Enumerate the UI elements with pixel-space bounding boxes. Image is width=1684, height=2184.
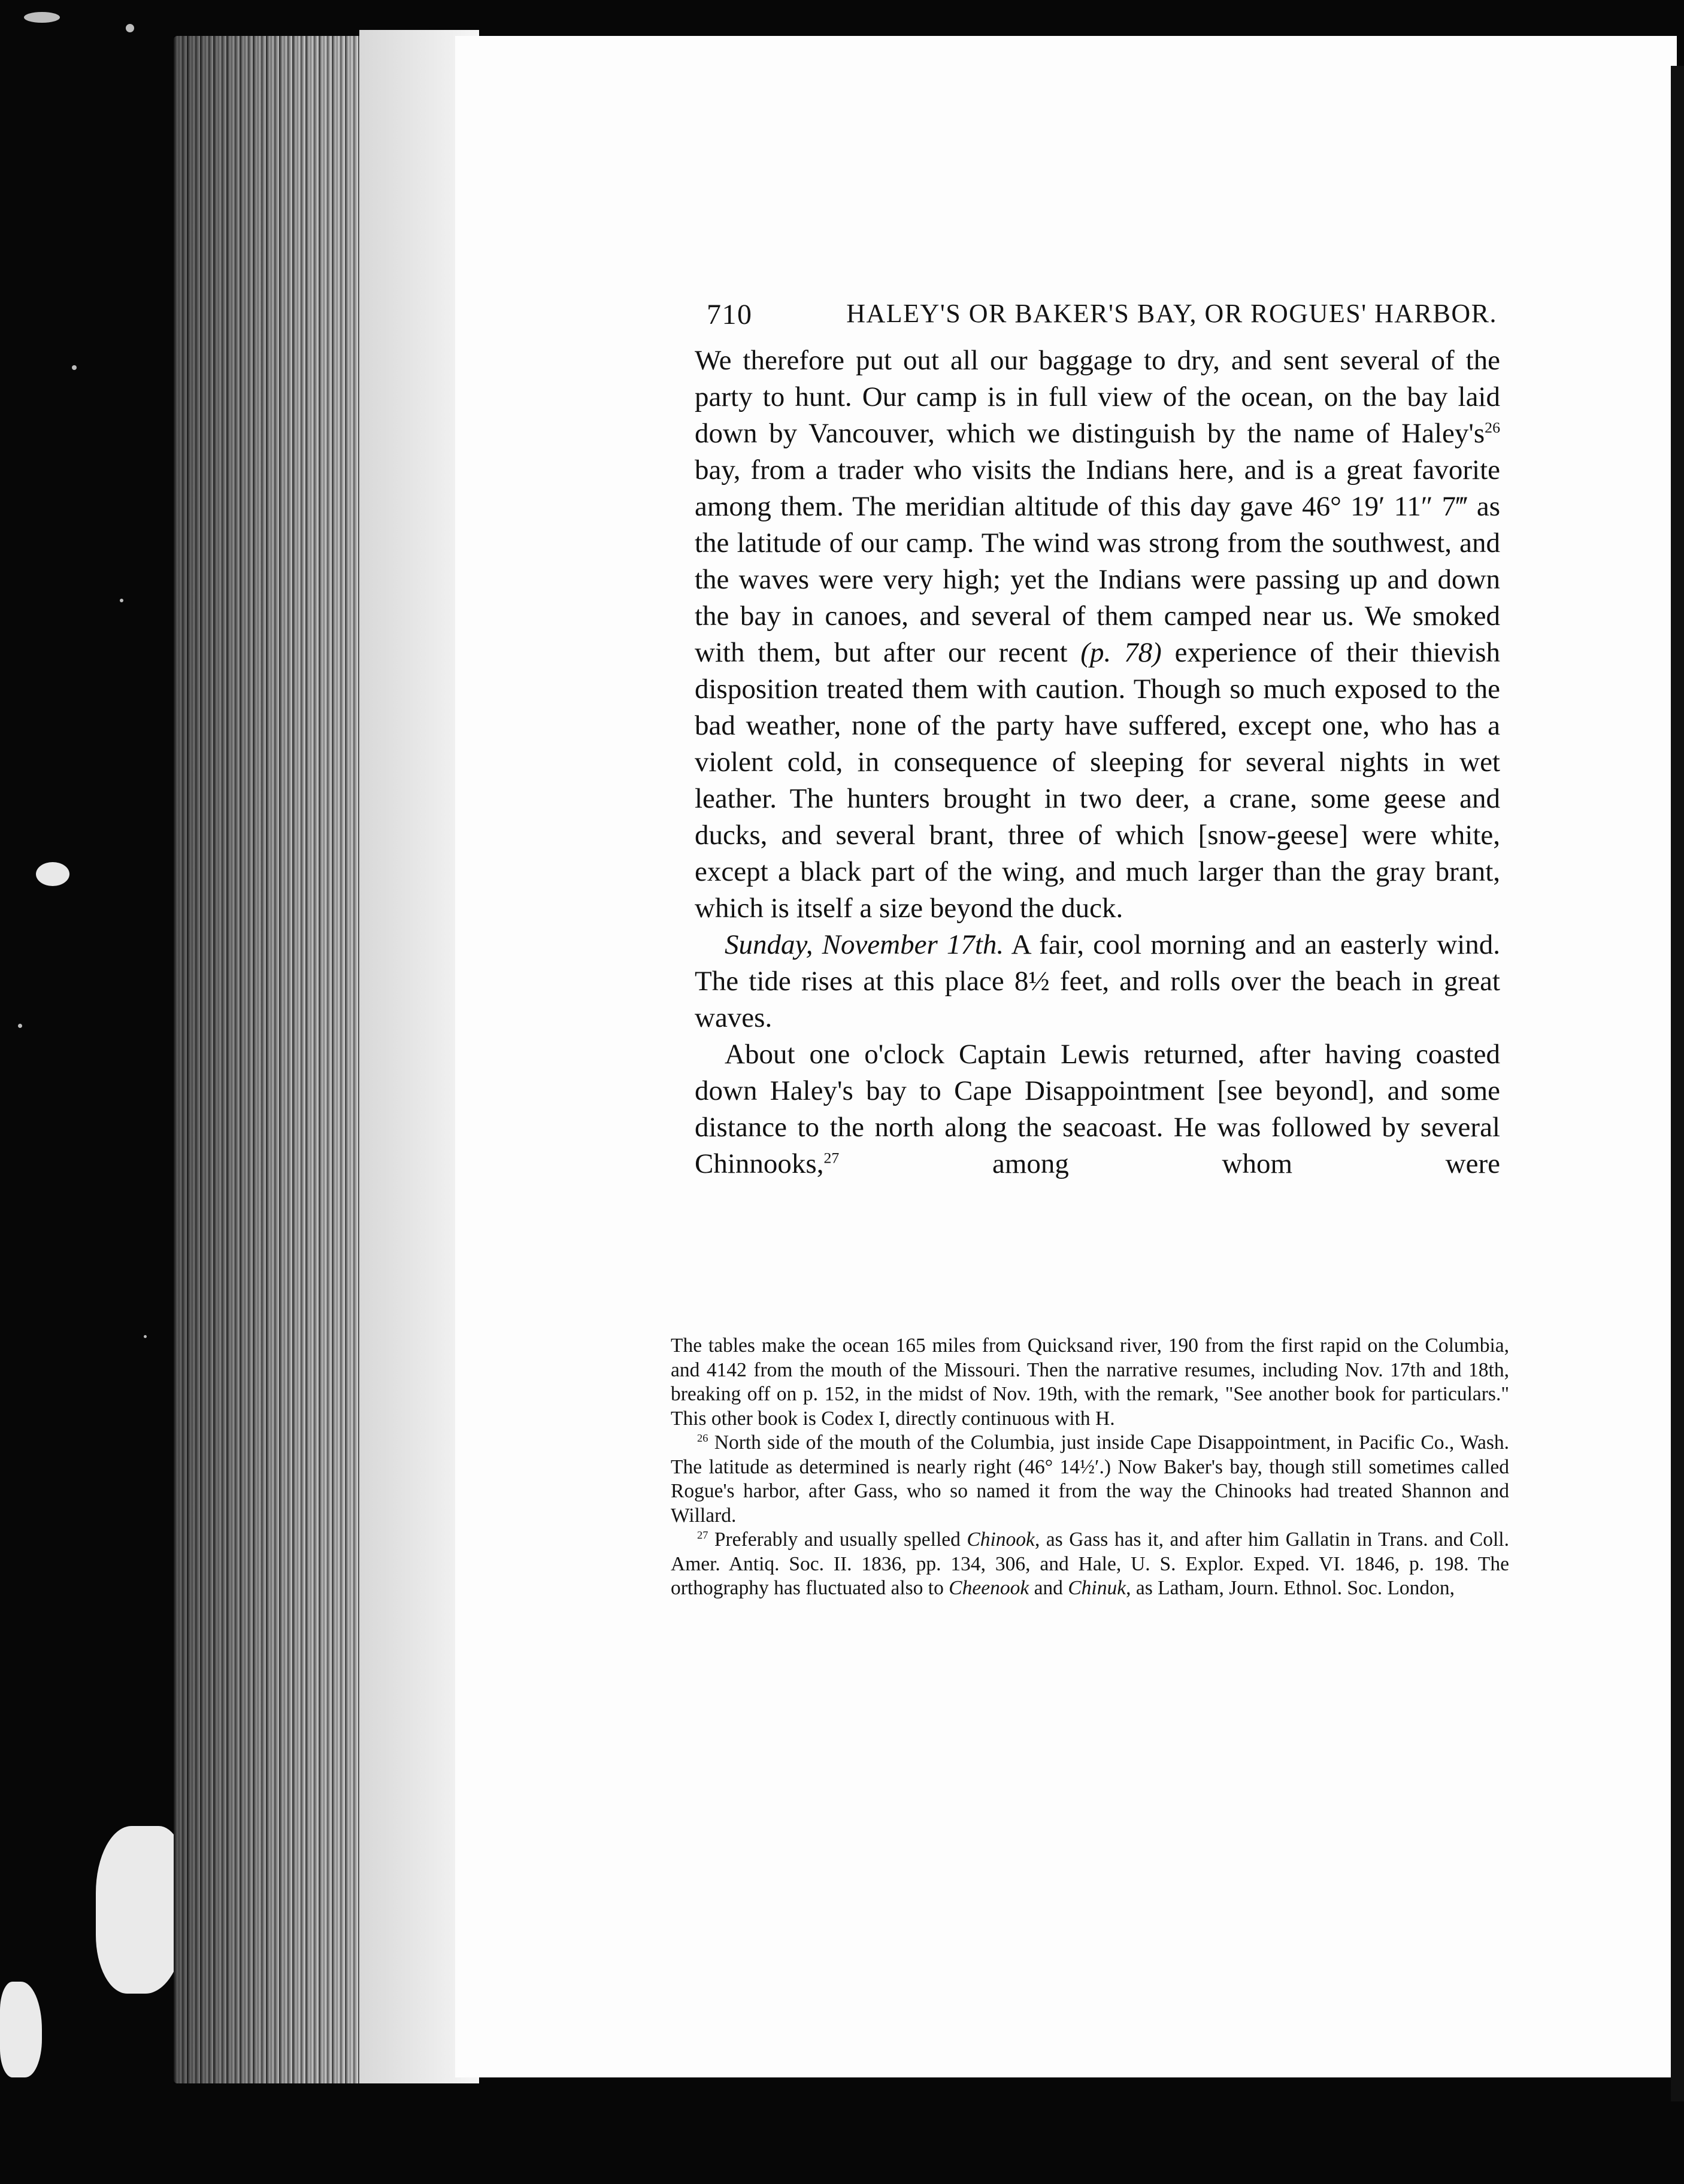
footnote-ref: 26	[1485, 418, 1500, 436]
speckle	[36, 862, 69, 886]
footnotes	[671, 1334, 1509, 1601]
footnote-term: Chinuk	[1068, 1577, 1126, 1599]
text-run: About one o'clock Captain Lewis returned, after having coasted down Haley's bay to Cape Disappointment [see beyond], and some distance to the north along the seacoast. He was followed by several Chinnooks,	[695, 1039, 1500, 1179]
footnote-text: , as Gass has it, and after him Gallatin in Trans. and Coll. Amer. Antiq. Soc. II. 1836, pp. 134, 306, and Hale, U. S. Explor. Exped. VI. 1846, p. 198. The orthography has fluctuated also to	[671, 1528, 1509, 1599]
page-reference: (p. 78)	[1080, 637, 1162, 668]
speckle	[120, 599, 123, 602]
body-text	[695, 342, 1500, 1182]
paragraph	[695, 342, 1500, 927]
footnote-text: North side of the mouth of the Columbia, just inside Cape Disappointment, in Pacific Co., Wash. The latitude as determined is nearly right (46° 14½′.) Now Baker's bay, though still sometimes called Rogue's harbor, after Gass, who so named it from the way the Chinooks had treated Shannon and Willard.	[671, 1431, 1509, 1527]
date-heading: Sunday, November 17th.	[725, 929, 1004, 960]
text-run: bay, from a trader who visits the Indians here, and is a great favorite among them. The meridian altitude of this day gave 46° 19′ 11″ 7‴ as the latitude of our camp. The wind was strong from the southwest, and the waves were very high; yet the Indians were passing up and down the bay in canoes, and several of them camped near us. We smoked with them, but after our recent	[695, 454, 1500, 668]
footnote-number: 26	[697, 1431, 708, 1444]
text-run: We therefore put out all our baggage to dry, and sent several of the party to hunt. Our camp is in full view of the ocean, on the bay laid down by Vancouver, which we distinguish by the name of Haley's	[695, 345, 1500, 449]
speckle	[24, 12, 60, 23]
speckle	[144, 1335, 147, 1338]
speckle	[18, 1024, 22, 1028]
text-run: experience of their thievish disposition treated them with caution. Though so much exposed to the bad weather, none of the party have suffered, except one, who has a violent cold, in consequence of sleeping for several nights in wet leather. The hunters brought in two deer, a crane, some geese and ducks, and several brant, three of which [snow-geese] were white, except a black part of the wing, and much larger than the gray brant, which is itself a size beyond the duck.	[695, 637, 1500, 924]
running-head-title: HALEY'S OR BAKER'S BAY, OR ROGUES' HARBOR.	[846, 299, 1497, 328]
running-head	[707, 298, 1497, 331]
footnote-26	[671, 1431, 1509, 1528]
paragraph	[695, 927, 1500, 1036]
footnote-number: 27	[697, 1528, 708, 1541]
paper-fragment	[0, 1982, 42, 2077]
footnote-27	[671, 1528, 1509, 1601]
page-number: 710	[707, 299, 753, 330]
text-run: among whom were	[839, 1148, 1500, 1179]
paper-fragment	[96, 1826, 186, 1994]
footnote-text: , as Latham, Journ. Ethnol. Soc. London,	[1126, 1577, 1455, 1599]
footnote-ref: 27	[823, 1149, 840, 1167]
footnote-term: Cheenook	[949, 1577, 1029, 1599]
footnote-continuation: The tables make the ocean 165 miles from Quicksand river, 190 from the first rapid on the Columbia, and 4142 from the mouth of the Missouri. Then the narrative resumes, including Nov. 17th and 18th, breaking off on p. 152, in the midst of Nov. 19th, with the remark, "See another book for particulars." This other book is Codex I, directly continuous with H.	[671, 1334, 1509, 1430]
footnote-term: Chinook	[967, 1528, 1035, 1551]
footnote-text: and	[1029, 1577, 1068, 1599]
footnote-text: Preferably and usually spelled	[708, 1528, 967, 1551]
speckle	[72, 365, 77, 370]
right-page-edge	[1671, 66, 1684, 2101]
speckle	[126, 24, 134, 32]
text-run: A fair, cool morning and an easterly wind. The tide rises at this place 8½ feet, and rolls over the beach in great waves.	[695, 929, 1500, 1033]
paragraph	[695, 1036, 1500, 1182]
